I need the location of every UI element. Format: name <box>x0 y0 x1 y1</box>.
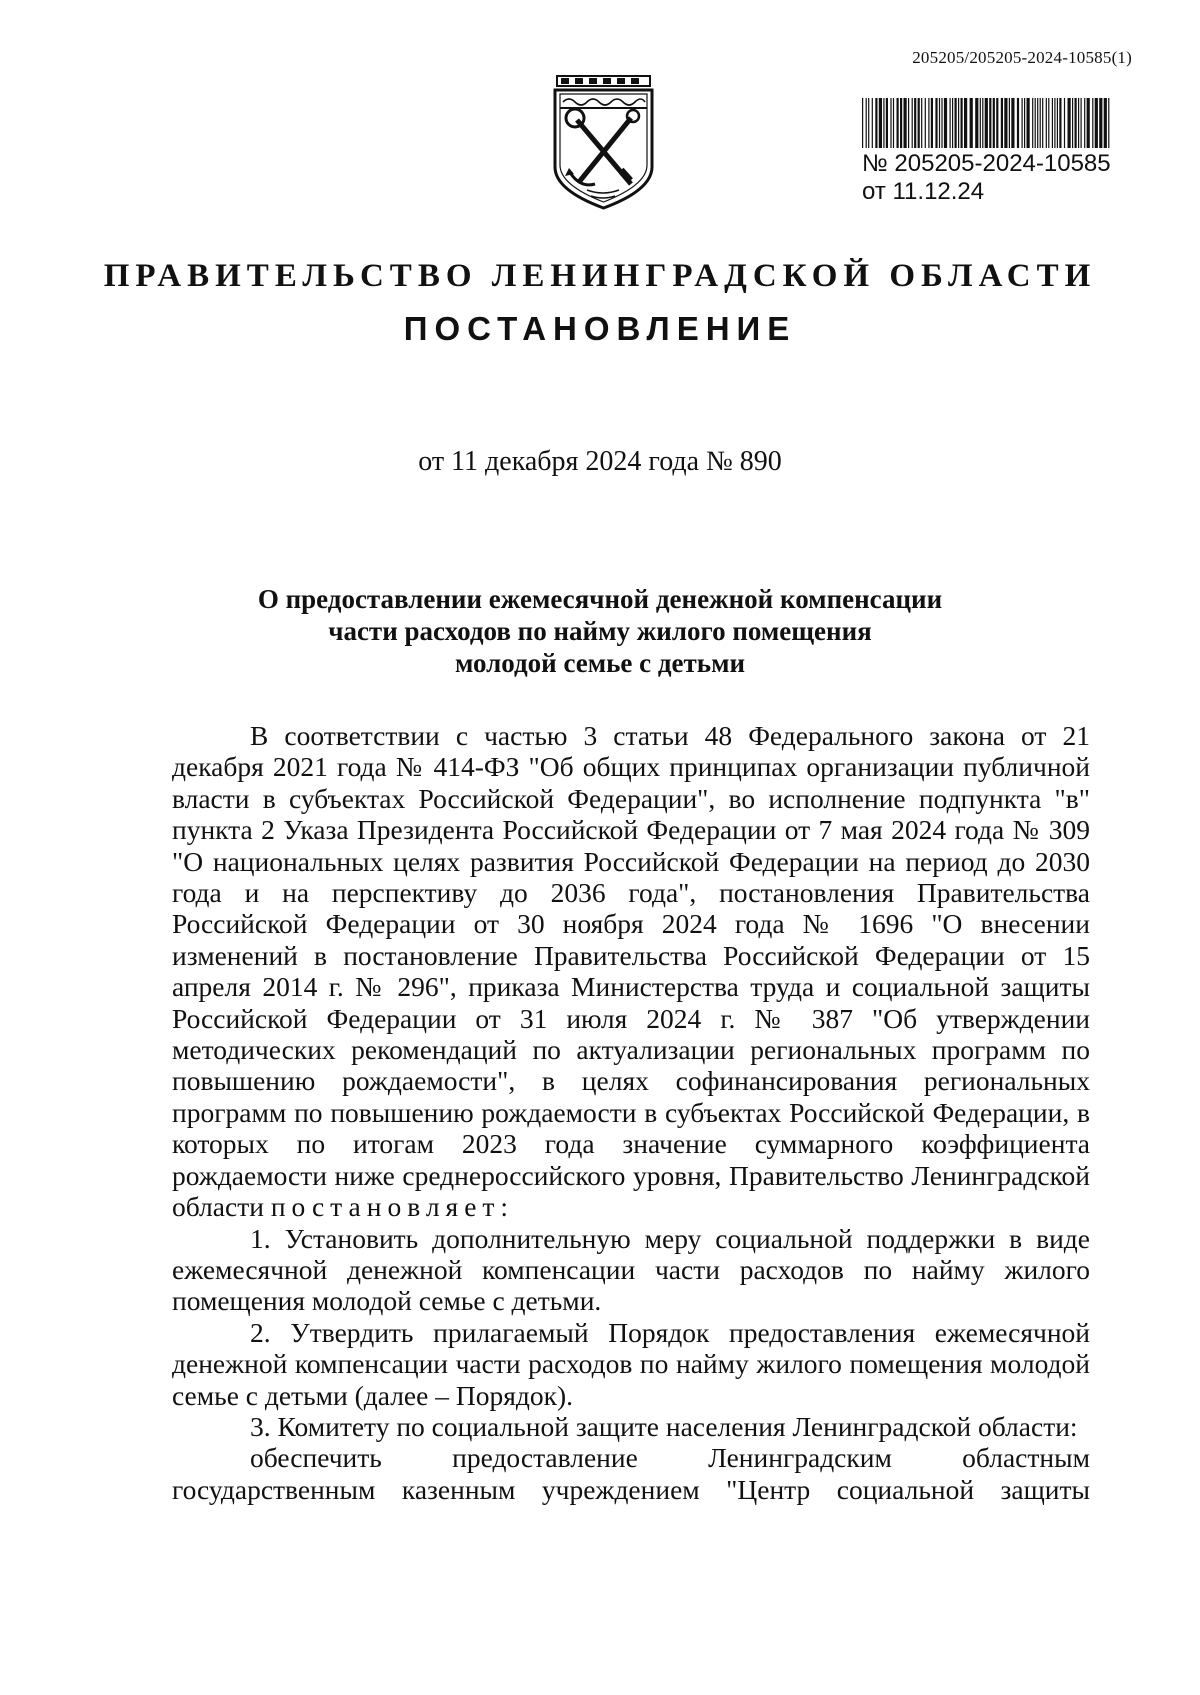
barcode-bar <box>866 98 867 148</box>
barcode-icon <box>862 98 1112 148</box>
registration-number: № 205205-2024-10585 <box>862 150 1111 177</box>
barcode-bar <box>970 98 973 148</box>
barcode-bar <box>931 98 933 148</box>
barcode-bar <box>862 98 863 148</box>
coat-of-arms-icon <box>551 72 656 212</box>
document-body <box>172 720 1090 1505</box>
barcode-bar <box>961 98 963 148</box>
barcode-bar <box>890 98 891 148</box>
sub-item: обеспечить предоставление Ленинградским областным государственным казенным учреждением "Центр социальной защиты <box>172 1442 1090 1505</box>
barcode-bar <box>868 98 869 148</box>
barcode-bar <box>1075 98 1077 148</box>
title-line: молодой семье с детьми <box>454 648 746 678</box>
barcode-bar <box>883 98 884 148</box>
barcode-bar <box>1046 98 1047 148</box>
preamble-paragraph <box>172 720 1090 1223</box>
title-line: О предоставлении ежемесячной денежной компенсации <box>257 584 943 614</box>
barcode-bar <box>1042 98 1043 148</box>
barcode-bar <box>925 98 926 148</box>
barcode-bar <box>1081 98 1082 148</box>
barcode-bar <box>985 98 988 148</box>
barcode-bar <box>872 98 873 148</box>
document-type: ПОСТАНОВЛЕНИЕ <box>403 310 797 347</box>
barcode-bar <box>1001 98 1003 148</box>
barcode-bar <box>1092 98 1093 148</box>
barcode-bar <box>1104 98 1107 148</box>
list-item: 1. Установить дополнительную меру социальной поддержки в виде ежемесячной денежной компенсации части расходов по найму жилого помещения молодой семье с детьми. <box>172 1222 1090 1317</box>
barcode-bar <box>897 98 899 148</box>
barcode-bar <box>996 98 998 148</box>
barcode-bar <box>939 98 940 148</box>
barcode-bar <box>944 98 947 148</box>
barcode-bar <box>1078 98 1079 148</box>
registration-date: от 11.12.24 <box>862 178 985 205</box>
barcode-bar <box>1024 98 1025 148</box>
barcode-bar <box>1108 98 1109 148</box>
barcode-bar <box>955 98 957 148</box>
barcode-bar <box>886 98 888 148</box>
barcode-bar <box>1099 98 1102 148</box>
barcode-bar <box>950 98 951 148</box>
barcode-bar <box>918 98 920 148</box>
barcode-bar <box>1032 98 1033 148</box>
barcode-bar <box>908 98 909 148</box>
barcode-bar <box>1009 98 1010 148</box>
barcode-bar <box>941 98 942 148</box>
registration-block <box>862 98 1122 206</box>
barcode-bar <box>952 98 953 148</box>
barcode-bar <box>904 98 907 148</box>
barcode-bar <box>921 98 922 148</box>
barcode-bar <box>1035 98 1036 148</box>
document-date-number: от 11 декабря 2024 года № 890 <box>418 446 782 477</box>
barcode-bar <box>1027 98 1030 148</box>
barcode-bar <box>879 98 882 148</box>
barcode-bar <box>1037 98 1038 148</box>
barcode-bar <box>912 98 913 148</box>
list-item: 3. Комитету по социальной защите населения Ленинградской области: <box>250 1410 1078 1442</box>
barcode-bar <box>1017 98 1019 148</box>
barcode-bar <box>1004 98 1007 148</box>
document-title <box>175 583 1025 679</box>
barcode-bar <box>1057 98 1058 148</box>
list-item: 2. Утвердить прилагаемый Порядок предоставления ежемесячной денежной компенсации части расходов по найму жилого помещения молодой семье с детьми (далее – Порядок). <box>172 1316 1090 1411</box>
barcode-bar <box>1072 98 1073 148</box>
barcode-bar <box>980 98 981 148</box>
barcode-bar <box>1068 98 1071 148</box>
barcode-bar <box>1011 98 1014 148</box>
barcode-bar <box>900 98 902 148</box>
barcode-bar <box>1059 98 1061 148</box>
barcode-bar <box>893 98 894 148</box>
barcode-bar <box>989 98 991 148</box>
barcode-bar <box>1084 98 1085 148</box>
resolves-word: постановляет: <box>270 1191 515 1223</box>
barcode-bar <box>928 98 929 148</box>
title-line: части расходов по найму жилого помещения <box>328 616 872 646</box>
barcode-bar <box>875 98 877 148</box>
barcode-bar <box>993 98 995 148</box>
barcode-bar <box>1095 98 1098 148</box>
barcode-bar <box>1052 98 1053 148</box>
barcode-bar <box>958 98 959 148</box>
barcode-bar <box>1064 98 1065 148</box>
barcode-bar <box>982 98 983 148</box>
barcode-bar <box>1022 98 1023 148</box>
barcode-bar <box>935 98 937 148</box>
barcode-bar <box>975 98 978 148</box>
issuing-authority: ПРАВИТЕЛЬСТВО ЛЕНИНГРАДСКОЙ ОБЛАСТИ <box>103 258 1097 294</box>
barcode-bar <box>1054 98 1055 148</box>
barcode-bar <box>1048 98 1049 148</box>
barcode-bar <box>914 98 916 148</box>
barcode-bar <box>964 98 967 148</box>
registry-reference: 205205/205205-2024-10585(1) <box>912 48 1132 67</box>
barcode-bar <box>1087 98 1090 148</box>
preamble-text: В соответствии с частью 3 статьи 48 Федерального закона от 21 декабря 2021 года № 414-ФЗ "Об общих принципах организации публичной власти в субъектах Российской Федерации", во исполнение подпункта "в" пункта 2 Указа Президента Российской Федерации от 7 мая 2024 года № 309 "О национальных целях развития Российской Федерации на период до 2030 года и на перспективу до 2036 года", постановления Правительства Российской Федерации от 30 ноября 2024 года № 1696 "О внесении изменений в постановление Правительства Российской Федерации от 15 апреля 2014 г. № 296", приказа Министерства труда и социальной защиты Российской Федерации от 31 июля 2024 г. № 387 "Об утверждении методических рекомендаций по актуализации региональных программ по повышению рождаемости", в целях софинансирования региональных программ по повышению рождаемости в субъектах Российской Федерации, в которых по итогам 2023 года значение суммарного коэффициента рождаемости ниже среднероссийского уровня, Правительство Ленинградской области <box>172 720 1090 1223</box>
barcode-bar <box>1040 98 1041 148</box>
